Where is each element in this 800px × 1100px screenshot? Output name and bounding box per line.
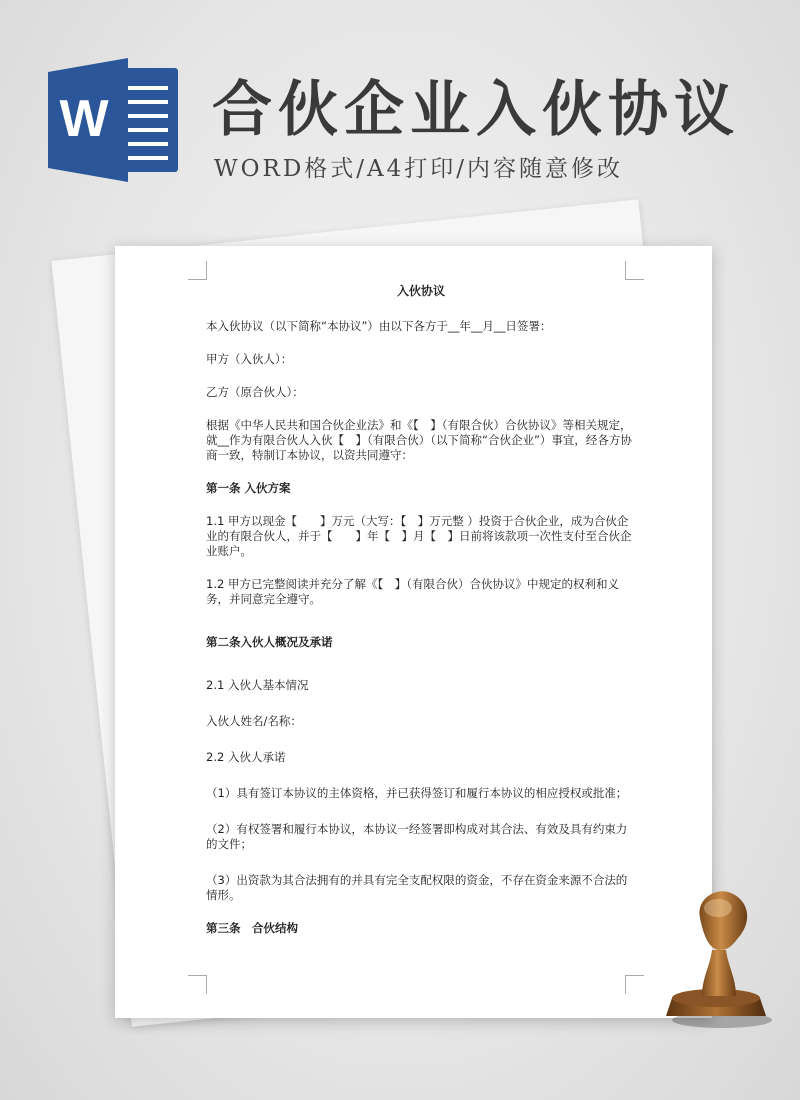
paragraph-2-1: 2.1 入伙人基本情况 [206,678,309,692]
document-body [206,284,636,936]
crop-mark-top-left [188,261,207,280]
paragraph-party-a: 甲方（入伙人）： [206,352,293,366]
page-subtitle: WORD格式/A4打印/内容随意修改 [214,156,623,182]
word-logo-icon [48,58,182,182]
paragraph-partner-name: 入伙人姓名/名称： [206,714,302,728]
rubber-stamp-icon [650,880,780,1030]
paragraph-1-1: 1.1 甲方以现金【 】万元（大写：【 】万元整 ）投资于合伙企业，成为合伙企业的有限合伙人，并于【 】年【 】月【 】日前将该款项一次性支付至合伙企业账户。 [206,514,632,558]
paragraph-commitment-1: （1）具有签订本协议的主体资格，并已获得签订和履行本协议的相应授权或批准； [206,786,628,800]
paragraph-commitment-3: （3）出资款为其合法拥有的并具有完全支配权限的资金，不存在资金来源不合法的情形。 [206,873,628,902]
paragraph-commitment-2: （2）有权签署和履行本协议，本协议一经签署即构成对其合法、有效及具有约束力的文件； [206,822,628,851]
paragraph-1-2: 1.2 甲方已完整阅读并充分了解《【 】（有限合伙）合伙协议》中规定的权利和义务，并同意完全遵守。 [206,577,619,606]
heading-article-2: 第二条入伙人概况及承诺 [206,635,333,649]
word-logo-letter: W [59,90,109,148]
crop-mark-bottom-left [188,975,207,994]
page-title: 合伙企业入伙协议 [212,75,740,145]
paragraph-preamble: 本入伙协议（以下简称“本协议”）由以下各方于__年__月__日签署： [206,319,552,333]
paragraph-2-2: 2.2 入伙人承诺 [206,750,286,764]
document-page [115,246,712,1018]
paragraph-party-b: 乙方（原合伙人）： [206,385,304,399]
crop-mark-top-right [625,261,644,280]
heading-article-3: 第三条 合伙结构 [206,921,298,935]
paragraph-basis: 根据《中华人民共和国合伙企业法》和《【 】（有限合伙）合伙协议》等相关规定，就__作为有限合伙人入伙【 】（有限合伙）（以下简称“合伙企业”）事宜，经各方协商一致，特制订本协议，以资共同遵守： [206,418,632,462]
heading-article-1: 第一条 入伙方案 [206,481,291,495]
document-title: 入伙协议 [396,284,445,298]
crop-mark-bottom-right [625,975,644,994]
